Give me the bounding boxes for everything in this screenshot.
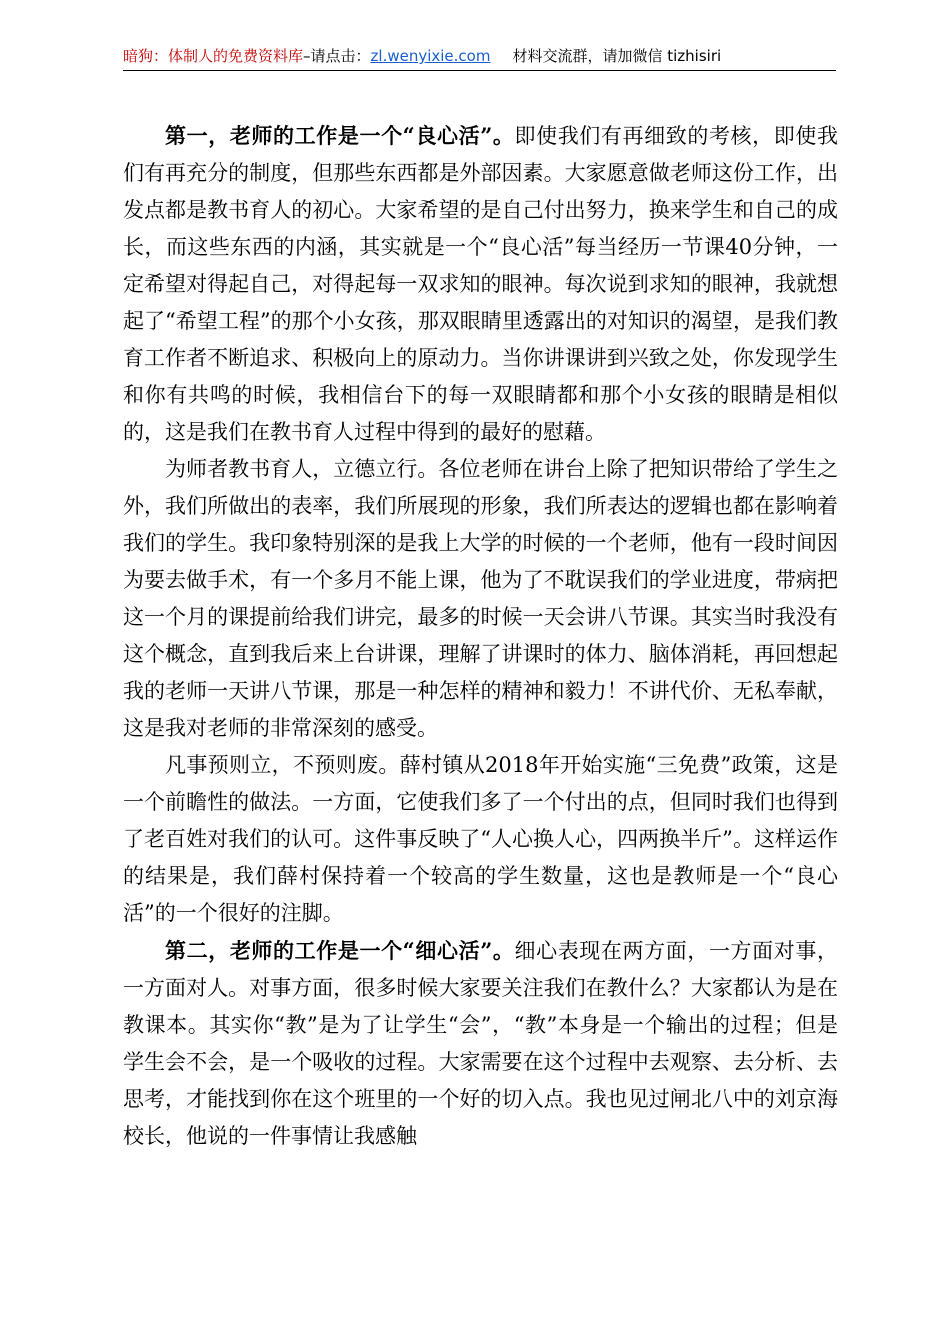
header-brand: 暗狗：体制人的免费资料库 bbox=[123, 47, 304, 65]
paragraph-lead: 第一，老师的工作是一个“良心活”。 bbox=[165, 123, 515, 148]
header-link[interactable]: zl.wenyixie.com bbox=[370, 47, 491, 65]
document-body bbox=[123, 117, 838, 1155]
header-contact: 材料交流群，请加微信 tizhisiri bbox=[512, 47, 722, 65]
paragraph-lead: 第二，老师的工作是一个“细心活”。 bbox=[165, 938, 515, 963]
page-header bbox=[123, 44, 836, 68]
paragraph-text: 为师者教书育人，立德立行。各位老师在讲台上除了把知识带给了学生之外，我们所做出的表率，我们所展现的形象，我们所表达的逻辑也都在影响着我们的学生。我印象特别深的是我上大学的时候的一个老师，他有一段时间因为要去做手术，有一个多月不能上课，他为了不耽误我们的学业进度，带病把这一个月的课提前给我们讲完，最多的时候一天会讲八节课。其实当时我没有这个概念，直到我后来上台讲课，理解了讲课时的体力、脑体消耗，再回想起我的老师一天讲八节课，那是一种怎样的精神和毅力！不讲代价、无私奉献，这是我对老师的非常深刻的感受。 bbox=[123, 457, 838, 740]
paragraph bbox=[123, 451, 838, 747]
paragraph bbox=[123, 747, 838, 932]
paragraph-text: 细心表现在两方面，一方面对事，一方面对人。对事方面，很多时候大家要关注我们在教什么？大家都认为是在教课本。其实你“教”是为了让学生“会”，“教”本身是一个输出的过程；但是学生会不会，是一个吸收的过程。大家需要在这个过程中去观察、去分析、去思考，才能找到你在这个班里的一个好的切入点。我也见过闸北八中的刘京海校长，他说的一件事情让我感触 bbox=[123, 939, 838, 1148]
paragraph-text: 即使我们有再细致的考核，即使我们有再充分的制度，但那些东西都是外部因素。大家愿意做老师这份工作，出发点都是教书育人的初心。大家希望的是自己付出努力，换来学生和自己的成长，而这些东西的内涵，其实就是一个“良心活”每当经历一节课40分钟，一定希望对得起自己，对得起每一双求知的眼神。每次说到求知的眼神，我就想起了“希望工程”的那个小女孩，那双眼睛里透露出的对知识的渴望，是我们教育工作者不断追求、积极向上的原动力。当你讲课讲到兴致之处，你发现学生和你有共鸣的时候，我相信台下的每一双眼睛都和那个小女孩的眼睛是相似的，这是我们在教书育人过程中得到的最好的慰藉。 bbox=[123, 124, 838, 444]
paragraph bbox=[123, 117, 838, 451]
paragraph-text: 凡事预则立，不预则废。薛村镇从2018年开始实施“三免费”政策，这是一个前瞻性的做法。一方面，它使我们多了一个付出的点，但同时我们也得到了老百姓对我们的认可。这件事反映了“人心换人心，四两换半斤”。这样运作的结果是，我们薛村保持着一个较高的学生数量，这也是教师是一个“良心活”的一个很好的注脚。 bbox=[123, 753, 838, 925]
header-prompt: –请点击： bbox=[303, 47, 371, 65]
paragraph bbox=[123, 932, 838, 1155]
header-divider bbox=[123, 70, 836, 71]
